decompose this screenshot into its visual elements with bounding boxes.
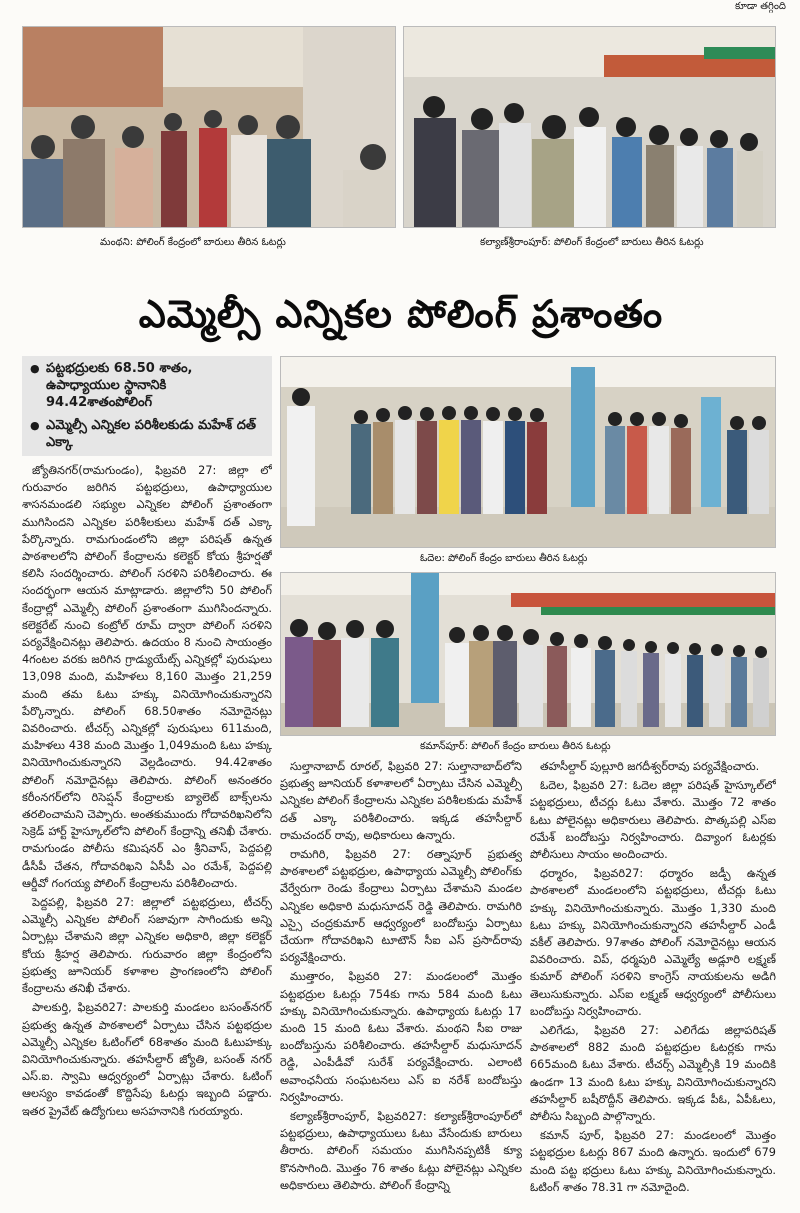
photo-odela [280,356,776,548]
photo-kamanpur [280,572,776,736]
article-paragraph: తహసీల్దార్ పుల్లూరి జగదీశ్వర్‌రావు పర్యవేక్షించారు. [540,760,760,773]
article-paragraph: ముత్తారం, ఫిబ్రవరి 27: మండలంలో మొత్తం పట్టభద్రుల ఓటర్లు 754కు గాను 584 మంది ఓటు హక్కు వినియోగించుకున్నారు. ఉపాధ్యాయ ఓటర్లు 17 మంది 15 మంది ఓటు వేశారు. మంథని సీఐ రాజు బందోబస్తును పరిశీలించారు. తహసీల్దార్ మధుసూదన్ రెడ్డి, ఎంపీడీవో సురేశ్ పర్యవేక్షించారు. ఎలాంటి అవాంఛనీయ సంఘటనలు ఎస్ ఐ నరేశ్ బందోబస్తు నిర్వహించారు. [280,970,522,1104]
photo-kalyanshriramapur [403,26,776,228]
article-paragraph: ఎలిగేడు, ఫిబ్రవరి 27: ఎలిగేడు జిల్లాపరిషత్ పాఠశాలలో 882 మంది పట్టభద్రుల ఓటర్లకు గాను 665మంది ఓటు వేశారు. టీచర్స్ ఎమ్మెల్సీకి 19 మందికి ఉండగా 13 మంది ఓటు హక్కు వినియోగించుకున్నారని తహసీల్దార్ బషీరొద్దీన్ తెలిపారు. ఇక్కడ పీఓ, ఏపీఓలు, పోలీసు సిబ్బంది పాల్గొన్నారు. [530,1024,776,1124]
photo-kalyanshriramapur-caption: కల్యాణ్‌శ్రీరాంపూర్: పోలింగ్ కేంద్రంలో బారులు తీరిన ఓటర్లు [480,237,704,248]
article-paragraph: ధర్మారం, ఫిబ్రవరి27: ధర్మారం జడ్పీ ఉన్నత పాఠశాలలో మండలంలోని పట్టభద్రులు, టీచర్లు ఓటు హక్కు వినియోగించుకున్నారు. మొత్తం 1,330 మంది ఓటు హక్కు వినియోగించుకున్నారని తహసీల్దార్ ఎండీ వకీల్ తెలిపారు. 97శాతం పోలింగ్ నమోదైనట్లు ఆయన వివరించారు. విప్, ధర్మపురి ఎమ్మెల్యే అడ్లూరి లక్ష్మణ్ కుమార్ పోలింగ్ సరళిని కాంగ్రెస్ నాయకులను అడిగి తెలుసుకున్నారు. ఎస్ఐ లక్ష్మణ్ ఆధ్వర్యంలో పోలీసులు బందోబస్తు నిర్వహించారు. [530,867,776,1018]
photo-odela-caption: ఓదెల: పోలింగ్ కేంద్రం బారులు తీరిన ఓటర్లు [420,553,588,564]
article-column-2 [280,758,522,1208]
article-paragraph: కమాన్ పూర్, ఫిబ్రవరి 27: మండలంలో మొత్తం పట్టభద్రుల ఓటర్లు 867 మంది ఉన్నారు. ఇందులో 679 మంది పట్ట భద్రులు ఓటు హక్కు వినియోగించుకున్నారు. ఓటింగ్ శాతం 78.31 గా నమోదైంది. [530,1129,776,1194]
top-right-fragment: కూడా తగ్గింది [734,1,786,12]
article-paragraph: సుల్తానాబాద్ రూరల్, ఫిబ్రవరి 27: సుల్తానాబాద్‌లోని ప్రభుత్వ జూనియర్ కళాశాలలో ఏర్పాటు చేసిన ఎమ్మెల్సీ ఎన్నికల పోలింగ్ కేంద్రాలను ఎన్నికల పరిశీలకుడు మహేశ్ దత్ ఎక్కా పరిశీలించారు. ఇక్కడ తహసీల్దార్ రామచందర్ రావు, అధికారులు ఉన్నారు. [280,760,522,842]
photo-manthani [22,26,396,228]
photo-manthani-image [23,27,395,227]
photo-kamanpur-caption: కమాన్‌పూర్: పోలింగ్ కేంద్రం బారులు తీరిన ఓటర్లు [420,741,611,752]
photo-kamanpur-image [281,573,775,735]
highlight-item: ● పట్టభద్రులకు 68.50 శాతం, ఉపాధ్యాయుల స్థానానికి 94.42శాతంపోలింగ్ [26,360,264,411]
article-paragraph: పాలకుర్తి, ఫిబ్రవరి27: పాలకుర్తి మండలం బసంత్‌నగర్ ప్రభుత్వ ఉన్నత పాఠశాలలో ఏర్పాటు చేసిన పట్టభద్రుల ఎమ్మెల్సీ ఎన్నికల ఓటింగ్‌లో 68శాతం మంది ఓటుహక్కు వినియోగించుకున్నారు. తహసీల్దార్ జ్యోతి, బసంత్ నగర్ ఎస్.ఐ. స్వామి ఆధ్వర్యంలో ఏర్పాట్లు చేశారు. ఓటింగ్ ఆలస్యం కావడంతో కొద్దిసేపు ఓటర్లు ఇబ్బంది పడ్డారు. ఇతర ప్రైవేట్ ఉద్యోగులు అసహనానికి గురయ్యారు. [22,1001,272,1118]
article-paragraph: ఓదెల, ఫిబ్రవరి 27: ఓదెల జిల్లా పరిషత్ హైస్కూల్‌లో పట్టభద్రులు, టీచర్లు ఓటు వేశారు. మొత్తం 72 శాతం ఓటు పోలైనట్లు అధికారులు తెలిపారు. పొత్కపల్లి ఎస్ఐ రమేశ్ బందోబస్తు నిర్వహించారు. దివ్యాంగ ఓటర్లకు పోలీసులు సాయం అందించారు. [530,779,776,862]
photo-manthani-caption: మంథని: పోలింగ్ కేంద్రంలో బారులు తీరిన ఓటర్లు [100,237,286,248]
article-column-3 [530,758,776,1208]
headline: ఎమ్మెల్సీ ఎన్నికల పోలింగ్ ప్రశాంతం [138,292,664,336]
article-paragraph: కల్యాణ్‌శ్రీరాంపూర్, ఫిబ్రవరి27: కల్యాణ్‌శ్రీరాంపూర్‌లో పట్టభద్రులు, ఉపాధ్యాయులు ఓటు వేసేందుకు బారులు తీరారు. పోలింగ్ సమయం ముగిసినప్పటికీ క్యూ కొనసాగింది. మొత్తం 76 శాతం ఓట్లు పోలైనట్లు ఎన్నికల అధికారులు తెలిపారు. పోలింగ్ కేంద్రాన్ని [280,1110,522,1192]
highlights-box [22,356,272,456]
photo-kalyanshriramapur-image [404,27,775,227]
article-paragraph: జ్యోతినగర్(రామగుండం), ఫిబ్రవరి 27: జిల్లా లో గురువారం జరిగిన పట్టభద్రులు, ఉపాధ్యాయుల శాసనమండలి సభ్యుల ఎన్నికల పోలింగ్ ప్రశాంతంగా ముగిసిందని ఎన్నికల పరిశీలకులు మహేశ్ దత్ ఎక్కా పేర్కొన్నారు. రామగుండంలోని జిల్లా పరిషత్ ఉన్నత పాఠశాలలోని పోలింగ్ కేంద్రాలను కలెక్టర్ కోయ శ్రీహర్షతో కలిసి సందర్శించారు. పోలింగ్ సరళిని పరిశీలించారు. ఈ సందర్భంగా ఆయన మాట్లాడారు. జిల్లాలోని 50 పోలింగ్ కేంద్రాల్లో ఎమ్మెల్సీ పోలింగ్ ప్రశాంతంగా ముగిసిందన్నారు. కలెక్టరేట్ నుంచి కంట్రోల్ రూమ్ ద్వారా పోలింగ్ సరళిని పర్యవేక్షించినట్లు తెలిపారు. ఉదయం 8 నుంచి సాయంత్రం 4గంటల వరకు జరిగిన గ్రాడ్యుయేట్స్ ఎన్నికల్లో పురుషులు 13,098 మంది, మహిళలు 8,160 మొత్తం 21,259 మంది తమ ఓటు హక్కు వినియోగించుకున్నారని పేర్కొన్నారు. పోలింగ్ 68.50శాతం నమోదైనట్లు వివరించారు. టీచర్స్ ఎన్నికల్లో పురుషులు 611మంది, మహిళలు 438 మంది మొత్తం 1,049మంది ఓటు హక్కు వినియోగించుకున్నారని వెల్లడించారు. 94.42శాతం పోలింగ్ నమోదైనట్లు తెలిపారు. పోలింగ్ అనంతరం కరీంనగర్‌లోని రిసెప్షన్ కేంద్రాలకు బ్యాలెట్ బాక్స్‌లను తరలించామని చెప్పారు. అంతకుముందు గోదావరిఖనిలోని సెక్రెడ్ హార్ట్ హైస్కూల్‌లోని పోలింగ్ కేంద్రాన్ని తనిఖీ చేశారు. రామగుండం పోలీసు కమిషనర్ ఎం శ్రీనివాస్, పెద్దపల్లి డీసీపీ చేతన, గోదావరిఖని ఏసీపీ ఎం రమేశ్, పెద్దపల్లి ఆర్డీవో గంగయ్య పోలింగ్ కేంద్రాలను పరిశీలించారు. [22,464,272,890]
article-column-1 [22,462,272,1208]
article-paragraph: రామగిరి, ఫిబ్రవరి 27: రత్నాపూర్ ప్రభుత్వ పాఠశాలలో పట్టభద్రుల, ఉపాధ్యాయ ఎమ్మెల్సీ పోలింగ్‌కు వేర్వేరుగా రెండు కేంద్రాలు ఏర్పాటు చేశామని మండల ఎన్నికల అధికారి మధుసూదన్ రెడ్డి తెలిపారు. రామగిరి ఎస్సై చంద్రకుమార్ ఆధ్వర్యంలో బందోబస్తు ఏర్పాటు చేయగా గోదావరిఖని టూటౌన్ సీఐ ఎస్ ప్రసాద్‌రావు పర్యవేక్షించారు. [280,848,522,965]
photo-odela-image [281,357,775,547]
article-paragraph: పెద్దపల్లి, ఫిబ్రవరి 27: జిల్లాలో పట్టభద్రులు, టీచర్స్ ఎమ్మెల్సీ ఎన్నికల పోలింగ్ సజావుగా సాగిందుకు అన్ని ఏర్పాట్లు చేశామని జిల్లా ఎన్నికల అధికారి, జిల్లా కలెక్టర్ కోయ శ్రీహర్ష తెలిపారు. గురువారం జిల్లా కేంద్రంలోని ప్రభుత్వ జూనియర్ కళాశాల ప్రాంగణంలోని పోలింగ్ కేంద్రాలను తనిఖీ చేశారు. [22,896,272,996]
highlight-item: ● ఎమ్మెల్సీ ఎన్నికల పరిశీలకుడు మహేశ్ దత్ ఎక్కా [26,417,264,451]
